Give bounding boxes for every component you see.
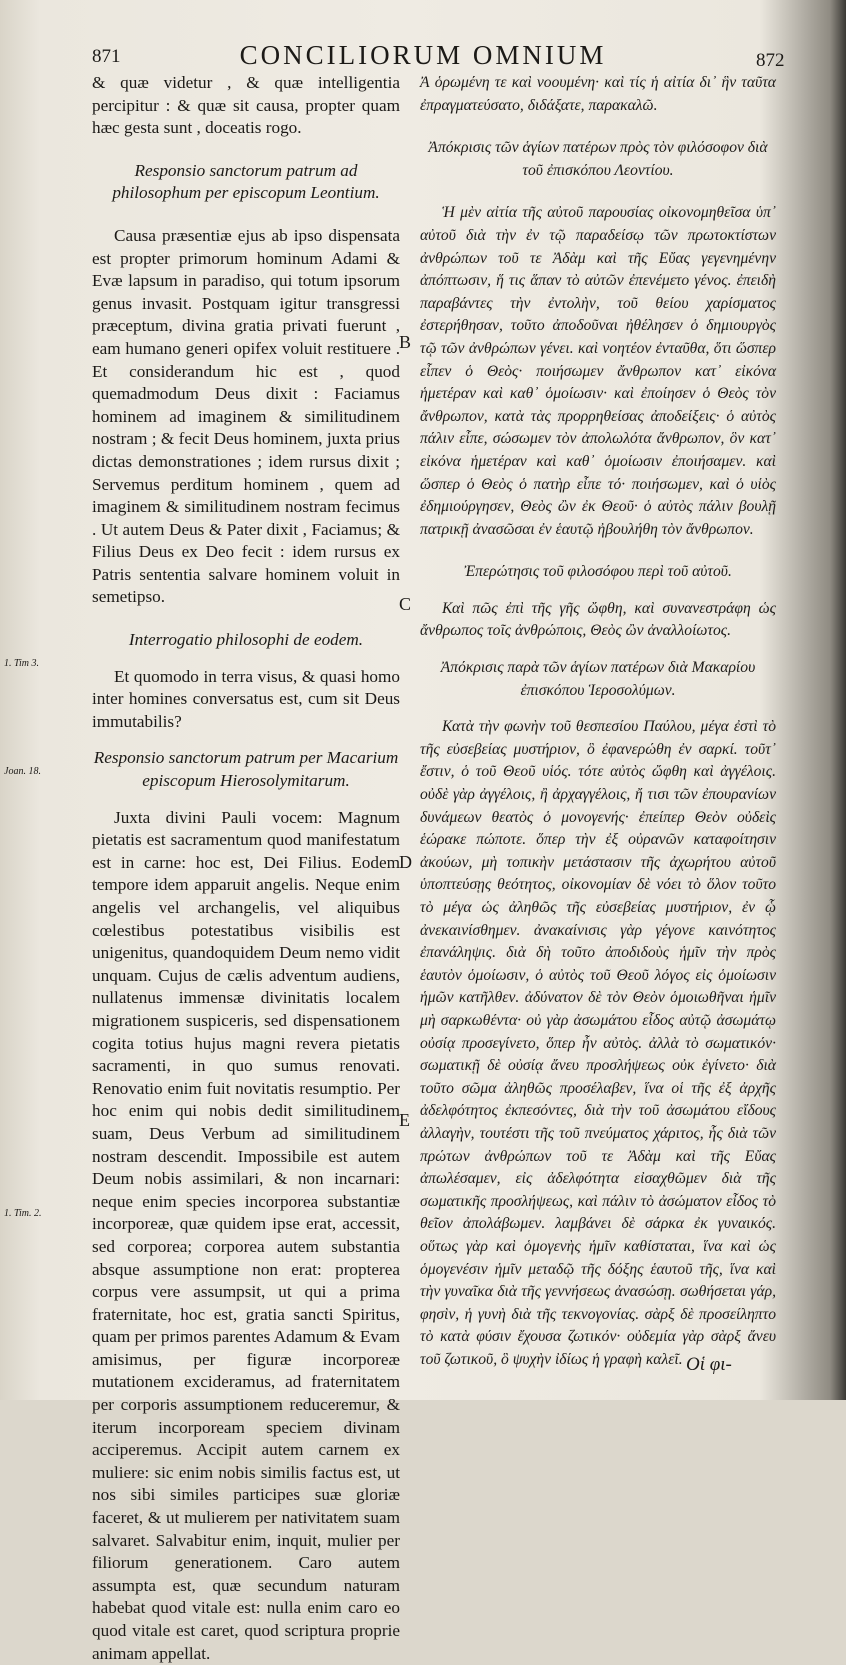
running-head xyxy=(0,40,846,74)
section-letter-e: E xyxy=(399,1110,410,1130)
latin-heading-interrogatio: Interrogatio philosophi de eodem. xyxy=(128,630,364,650)
catchword: Οἱ φι- xyxy=(686,1354,732,1375)
greek-intro: Ἀ ὁρωμένη τε καὶ νοουμένη· καὶ τίς ἡ αἰτία δι᾽ ἣν ταῦτα ἐπραγματεύσατο, διδάξατε, παρακαλῶ. xyxy=(420,74,776,114)
latin-paragraph-1: Causa præsentiæ ejus ab ipso dispensata est propter primorum hominum Adami & Evæ lapsum in paradiso, qui totum ipsorum genus invasit. Postquam igitur transgressi præceptum, divina gratia privati fuerunt , eam humano generi opifex voluit restituere . Et considerandum hic est , quod quemadmodum Deus dixit : Faciamus hominem ad imaginem & similitudinem nostram ; & fecit Deus hominem, juxta prius dictas demonstrationes ; idem rursus dixit ; Servemus perditum hominem , quem ad imaginem & similitudinem nostram fecimus . Ut autem Deus & Pater dixit , Faciamus; & Filius Deus ex Deo fecit : idem rursus ex Patris sententia salvare hominem voluit in semetipso. xyxy=(92,225,400,607)
margin-reference-1-tim-2: 1. Tim. 2. xyxy=(4,1208,42,1219)
latin-column xyxy=(92,72,400,1665)
running-title: CONCILIORUM OMNIUM xyxy=(239,40,607,70)
latin-intro: & quæ videtur , & quæ intelligentia percipitur : & quæ sit causa, propter quam hæc gesta sunt , doceatis rogo. xyxy=(92,73,400,138)
latin-heading-response-macarius: Responsio sanctorum patrum per Macarium episcopum Hierosolymitarum. xyxy=(93,748,399,791)
latin-paragraph-2: Et quomodo in terra visus, & quasi homo inter homines conversatus est, cum sit Deus immutabilis? xyxy=(92,666,400,731)
section-letter-d: D xyxy=(399,852,412,872)
latin-paragraph-3: Juxta divini Pauli vocem: Magnum pietatis est sacramentum quod manifestatum est in carne: hoc est, Dei Filius. Eodem tempore idem apparuit angelis. Neque enim angelis vel archangelis, vel aliquibus cœlestibus potestatibus visibilis est unigenitus, quandoquidem Deum nemo vidit unquam. Cujus de cælis adventum audiens, nullatenus immensæ divinitatis localem migrationem suspiceris, sed dispensationem cogita totius hujus magni revera pietatis sacramenti, in quo sumus renovati. Renovatio enim fuit novitatis resumptio. Per hoc enim qui nobis dedit similitudinem suam, Deus Verbum ad similitudinem nostram descendit. Impossibile est autem Deum nobis assimilari, & non incarnari: neque enim species incorporea substantiæ incorporeæ, quæ quidem ipse erat, accessit, sed corporea; corporea autem substantia absque assumptione non erat: propterea corpus vere assumpsit, ut qui a prima fraternitate, hoc est, gratia sancti Spiritus, quam per primos parentes Adamum & Evam amisimus, per figuræ incorporeæ mutationem excideramus, ad fraternitatem per corporis assumptionem reduceremur, & iterum incorpoream speciem divinam acciperemus. Accipit autem carnem ex muliere: sic enim nobis similis factus est, ut nos sibi similes participes suæ gloriæ faceret, & ut mulierem per nativitatem suam salvaret. Salvabitur enim, inquit, mulier per filiorum generationem. Caro autem assumpta est, quæ secundum naturam habebat quod vitale est: nulla enim caro eo quod vitale est caret, quod scriptura proprie animam appellat. xyxy=(92,807,400,1663)
greek-heading-response-leontius: Ἀπόκρισις τῶν ἁγίων πατέρων πρὸς τὸν φιλόσοφον διὰ τοῦ ἐπισκόπου Λεοντίου. xyxy=(428,139,768,179)
page-number-left: 871 xyxy=(92,46,121,67)
section-letter-c: C xyxy=(399,594,412,614)
greek-heading-response-macarius: Ἀπόκρισις παρὰ τῶν ἁγίων πατέρων διὰ Μακαρίου ἐπισκόπου Ἱεροσολύμων. xyxy=(440,659,756,699)
margin-reference-joan-18: Joan. 18. xyxy=(4,766,41,777)
page-number-right: 872 xyxy=(756,50,785,71)
greek-paragraph-2: Καὶ πῶς ἐπὶ τῆς γῆς ὤφθη, καὶ συνανεστράφη ὡς ἄνθρωπος τοῖς ἀνθρώποις, Θεὸς ὢν ἀναλλοίωτος. xyxy=(420,599,776,640)
greek-column xyxy=(420,72,776,1371)
section-letter-b: B xyxy=(399,332,412,352)
greek-paragraph-1: Ἡ μὲν αἰτία τῆς αὐτοῦ παρουσίας οἰκονομηθεῖσα ὑπ᾽ αὐτοῦ διὰ τὴν ἐν τῷ παραδείσῳ τῶν πρωτοκτίστων ἀνθρώπων τοῦ τε Ἀδὰμ καὶ τῆς Εὔας γεγενημένην ἀπόπτωσιν, ἥ τις ἅπαν τὸ αὐτῶν ἐπενέμετο γένος. ἐπειδὴ παραβάντες τὴν ἐντολὴν, τοῦ θείου χαρίσματος ἐστερήθησαν, τοῦτο ἀποδοῦναι ἠθέλησεν ὁ δημιουργὸς τῷ τῶν ἀνθρώπων γένει. καὶ νοητέον ἐνταῦθα, ὅτι ὥσπερ εἶπεν ὁ Θεὸς· ποιήσωμεν ἄνθρωπον κατ᾽ εἰκόνα ἡμετέραν καὶ καθ᾽ ὁμοίωσιν· καὶ ἐποίησεν ὁ Θεὸς τὸν ἄνθρωπον, κατὰ τὰς προρρηθείσας ἀποδείξεις· ὁ αὐτὸς πάλιν εἶπε, σώσωμεν τὸν ἀπολωλότα ἄνθρωπον, ὃν κατ᾽ εἰκόνα ἡμετέραν καὶ καθ᾽ ὁμοίωσιν ἐποιήσαμεν. καὶ ὥσπερ ὁ Θεὸς ὁ πατὴρ εἶπε τό· ποιήσωμεν, καὶ ὁ υἱὸς ἐδημιούργησεν, Θεὸς ὢν ἐκ Θεοῦ· ὁ αὐτὸς πάλιν βουλῇ πατρικῇ ἀνασῶσαι ἐν ἑαυτῷ ἠβουλήθη τὸν ἄνθρωπον. xyxy=(420,204,776,538)
latin-heading-response-leontius: Responsio sanctorum patrum ad philosophum per episcopum Leontium. xyxy=(112,160,380,203)
margin-reference-1-tim-3: 1. Tim 3. xyxy=(4,658,40,669)
greek-heading-interrogatio: Ἐπερώτησις τοῦ φιλοσόφου περὶ τοῦ αὐτοῦ. xyxy=(464,563,732,581)
greek-paragraph-3: Κατὰ τὴν φωνὴν τοῦ θεσπεσίου Παύλου, μέγα ἐστὶ τὸ τῆς εὐσεβείας μυστήριον, ὃ ἐφανερώθη ἐν σαρκί. τοῦτ᾽ ἔστιν, ὁ τοῦ Θεοῦ υἱός. τότε αὐτὸς ὤφθη καὶ ἀγγέλοις. οὐδὲ γὰρ ἀγγέλοις, ἢ ἀρχαγγέλοις, ἤ τισι τῶν ἐπουρανίων δυνάμεων θεατὸς ὁ μονογενής· ἐπείπερ Θεὸν οὐδεὶς ἑώρακε πώποτε. ὅπερ τὴν ἐξ οὐρανῶν καταφοίτησιν ἀκούων, μὴ τοπικὴν μετάστασιν τῆς ἀχωρήτου αὐτοῦ ὑποπτεύσῃς θεότητος, οἰκονομίαν δὲ νόει τὸ ὅλον τοῦτο τὸ μέγα ὡς ἀληθῶς τῆς εὐσεβείας μυστήριον, ἐν ᾧ ἀνεκαινίσθημεν. ἀνακαίνισις γὰρ γέγονε καινότητος ἐπανάληψις. διὰ δὴ τοῦτο ἀποδιδοὺς ἡμῖν τὴν πρὸς ἑαυτὸν ὁμοίωσιν, ὁ αὐτὸς τοῦ Θεοῦ λόγος εἰς ὁμοίωσιν ἡμῶν κατῆλθεν. ἀδύνατον δὲ τὸν Θεὸν ὁμοιωθῆναι ἡμῖν μὴ σαρκωθέντα· οὐ γὰρ ἀσωμάτου εἶδος αὐτῷ ἀσωμάτῳ οὐσίᾳ προσεγίνετο, ὅπερ ἦν αὐτὸς. ἀλλὰ τὸ σωματικόν· σωματικῇ δὲ οὐσίᾳ ἄνευ προσλήψεως οὐκ ἐγίνετο· διὰ τοῦτο σῶμα ἀληθῶς προσέλαβεν, ἵνα οἱ τῆς ἐξ ἀρχῆς ἀδελφότητος ἐκπεσόντες, διὰ τὴν τοῦ ἀσωμάτου εἴδους ἀλλαγὴν, τουτέστι τῆς τοῦ πνεύματος χάριτος, ἧς διὰ τῶν πρώτων ἀνθρώπων τοῦ τε Ἀδὰμ καὶ τῆς Εὔας ἀπωλέσαμεν, εἰς ἀδελφότητα εἰσαχθῶμεν διὰ τῆς σωματικῆς προσλήψεως, καὶ πάλιν τὸ ἀσώματον εἶδος τὸ θεῖον ἀπολάβωμεν. λαμβάνει δὲ σάρκα ἐκ γυναικός. οὕτως γὰρ καὶ ὁμογενὴς ἡμῖν καθίσταται, ἵνα καὶ ὡς ὁμογενέσιν ἡμῖν μεταδῷ τῆς δόξης ἑαυτοῦ τῆς, ἵνα καὶ τὴν γυναῖκα διὰ τῆς γεννήσεως ἀνασώσῃ. σωθήσεται γάρ, φησὶν, ἡ γυνὴ διὰ τῆς τεκνογονίας. σὰρξ δὲ προσείληπτο τὸ κατὰ φύσιν ἔχουσα ζωτικόν· οὐδεμία γὰρ σὰρξ ἄνευ τοῦ ζωτικοῦ, ὃ ψυχὴν ἰδίως ἡ γραφὴ καλεῖ. xyxy=(420,718,776,1368)
